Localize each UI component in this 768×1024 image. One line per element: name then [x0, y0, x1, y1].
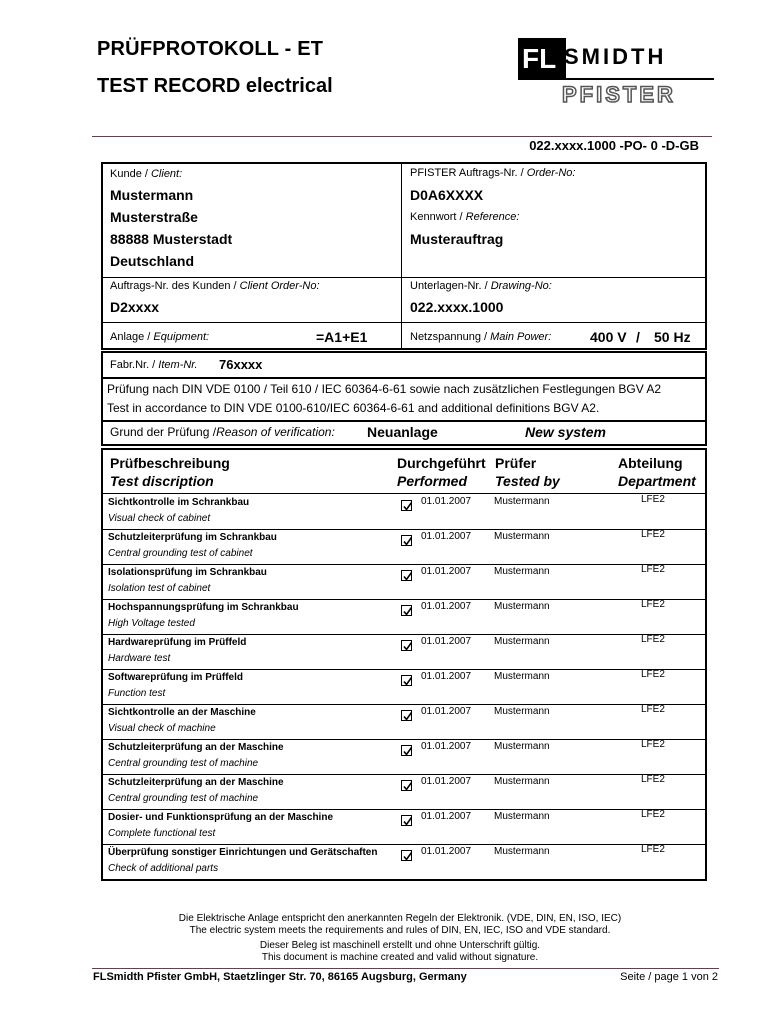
client-street: Musterstraße — [110, 209, 198, 225]
performed-checkbox[interactable] — [401, 745, 412, 756]
equipment-value: =A1+E1 — [316, 329, 368, 345]
department: LFE2 — [641, 599, 665, 610]
reason-value-en: New system — [525, 424, 606, 440]
header-tester-en: Tested by — [495, 473, 560, 489]
performed-checkbox[interactable] — [401, 535, 412, 546]
company-logo — [518, 36, 714, 108]
checkmark-icon — [402, 746, 413, 757]
test-name-en: Hardware test — [108, 653, 171, 664]
table-row — [103, 669, 706, 704]
tester-name: Mustermann — [494, 636, 550, 647]
checkmark-icon — [402, 851, 413, 862]
performed-checkbox[interactable] — [401, 500, 412, 511]
order-number: D0A6XXXX — [410, 187, 484, 203]
test-name-en: High Voltage tested — [108, 618, 195, 629]
test-name-de: Dosier- und Funktionsprüfung an der Maschine — [108, 812, 334, 823]
checkmark-icon — [402, 711, 413, 722]
department: LFE2 — [641, 774, 665, 785]
tester-name: Mustermann — [494, 706, 550, 717]
tester-name: Mustermann — [494, 601, 550, 612]
power-frequency: 50 Hz — [654, 329, 691, 345]
checkmark-icon — [402, 501, 413, 512]
checkmark-icon — [402, 676, 413, 687]
test-name-en: Check of additional parts — [108, 863, 219, 874]
logo-pfister-text: PFISTER — [562, 82, 676, 107]
department: LFE2 — [641, 529, 665, 540]
client-country: Deutschland — [110, 253, 195, 269]
drawing-number: 022.xxxx.1000 — [410, 299, 504, 315]
order-label: PFISTER Auftrags-Nr. / Order-No: — [410, 167, 576, 179]
performed-checkbox[interactable] — [401, 780, 412, 791]
test-name-de: Hochspannungsprüfung im Schrankbau — [108, 602, 299, 613]
checkmark-icon — [402, 571, 413, 582]
performed-date: 01.01.2007 — [421, 671, 472, 682]
performed-date: 01.01.2007 — [421, 811, 472, 822]
checkmark-icon — [402, 606, 413, 617]
drawing-label: Unterlagen-Nr. / Drawing-No: — [410, 280, 552, 292]
checkmark-icon — [402, 816, 413, 827]
tester-name: Mustermann — [494, 531, 550, 542]
footer-line-3: Dieser Beleg ist maschinell erstellt und ohne Unterschrift gültig. — [259, 940, 541, 951]
test-name-en: Central grounding test of machine — [108, 793, 259, 804]
standard-line-en: Test in accordance to DIN VDE 0100-610/IEC 60364-6-61 and additional definitions BGV A2. — [107, 401, 600, 415]
reference-value: Musterauftrag — [410, 231, 504, 247]
performed-checkbox[interactable] — [401, 710, 412, 721]
equipment-label: Anlage / Equipment: — [110, 331, 210, 343]
item-value: 76xxxx — [219, 357, 263, 372]
performed-checkbox[interactable] — [401, 605, 412, 616]
tester-name: Mustermann — [494, 741, 550, 752]
department: LFE2 — [641, 809, 665, 820]
checkmark-icon — [402, 536, 413, 547]
test-name-de: Schutzleiterprüfung an der Maschine — [108, 777, 284, 788]
department: LFE2 — [641, 844, 665, 855]
document-number: 022.xxxx.1000 -PO- 0 -D-GB — [529, 138, 699, 153]
footer-line-4: This document is machine created and valid without signature. — [261, 952, 539, 963]
header-performed-en: Performed — [397, 473, 468, 489]
test-name-en: Visual check of cabinet — [108, 513, 211, 524]
client-order-number: D2xxxx — [110, 299, 160, 315]
department: LFE2 — [641, 564, 665, 575]
header-dept-en: Department — [618, 473, 696, 489]
tester-name: Mustermann — [494, 811, 550, 822]
reason-label: Grund der Prüfung /Reason of verification: — [110, 425, 335, 439]
document-title-de: PRÜFPROTOKOLL - ET — [97, 38, 324, 60]
reason-value-de: Neuanlage — [367, 424, 438, 440]
performed-checkbox[interactable] — [401, 850, 412, 861]
department: LFE2 — [641, 669, 665, 680]
box-divider-2 — [102, 322, 706, 323]
department: LFE2 — [641, 739, 665, 750]
tester-name: Mustermann — [494, 846, 550, 857]
footer-page: Seite / page 1 von 2 — [620, 971, 718, 983]
performed-checkbox[interactable] — [401, 570, 412, 581]
table-row — [103, 739, 706, 774]
box-divider-1 — [102, 277, 706, 278]
table-row — [103, 599, 706, 634]
item-label: Fabr.Nr. / Item-Nr. — [110, 359, 198, 371]
footer-rule — [92, 968, 719, 969]
tester-name: Mustermann — [494, 671, 550, 682]
department: LFE2 — [641, 634, 665, 645]
standard-line-de: Prüfung nach DIN VDE 0100 / Teil 610 / IEC 60364-6-61 sowie nach zusätzlichen Festlegungen BGV A2 — [107, 382, 662, 396]
footer-line-2: The electric system meets the requirements and rules of DIN, EN, IEC, ISO and VDE standard. — [189, 925, 611, 936]
checkmark-icon — [402, 781, 413, 792]
header-performed-de: Durchgeführt — [397, 455, 486, 471]
performed-checkbox[interactable] — [401, 640, 412, 651]
client-name: Mustermann — [110, 187, 194, 203]
performed-date: 01.01.2007 — [421, 531, 472, 542]
test-name-de: Isolationsprüfung im Schrankbau — [108, 567, 267, 578]
client-city: 88888 Musterstadt — [110, 231, 233, 247]
header-dept-de: Abteilung — [618, 455, 683, 471]
power-voltage: 400 V — [590, 329, 627, 345]
department: LFE2 — [641, 704, 665, 715]
logo-fl-block: FL — [518, 38, 566, 80]
test-name-de: Schutzleiterprüfung an der Maschine — [108, 742, 284, 753]
performed-date: 01.01.2007 — [421, 741, 472, 752]
test-name-de: Überprüfung sonstiger Einrichtungen und Gerätschaften — [108, 847, 378, 858]
test-name-en: Function test — [108, 688, 166, 699]
performed-date: 01.01.2007 — [421, 706, 472, 717]
test-name-en: Central grounding test of cabinet — [108, 548, 253, 559]
test-name-en: Complete functional test — [108, 828, 216, 839]
test-name-de: Sichtkontrolle an der Maschine — [108, 707, 256, 718]
performed-date: 01.01.2007 — [421, 496, 472, 507]
header-rule — [92, 136, 712, 137]
test-name-de: Schutzleiterprüfung im Schrankbau — [108, 532, 277, 543]
table-row — [103, 634, 706, 669]
test-name-en: Central grounding test of machine — [108, 758, 259, 769]
performed-date: 01.01.2007 — [421, 601, 472, 612]
performed-date: 01.01.2007 — [421, 636, 472, 647]
logo-divider — [564, 78, 714, 80]
test-name-de: Hardwareprüfung im Prüffeld — [108, 637, 247, 648]
checkmark-icon — [402, 641, 413, 652]
footer-line-1: Die Elektrische Anlage entspricht den anerkannten Regeln der Elektronik. (VDE, DIN, EN, ISO, IEC) — [178, 913, 622, 924]
tester-name: Mustermann — [494, 776, 550, 787]
table-row — [103, 529, 706, 564]
test-name-de: Sichtkontrolle im Schrankbau — [108, 497, 250, 508]
table-row — [103, 564, 706, 599]
performed-date: 01.01.2007 — [421, 846, 472, 857]
power-separator: / — [636, 329, 640, 345]
performed-date: 01.01.2007 — [421, 566, 472, 577]
performed-checkbox[interactable] — [401, 815, 412, 826]
performed-date: 01.01.2007 — [421, 776, 472, 787]
footer-company: FLSmidth Pfister GmbH, Staetzlinger Str. 70, 86165 Augsburg, Germany — [93, 971, 467, 983]
logo-smidth-text: SMIDTH — [564, 44, 667, 69]
document-title-en: TEST RECORD electrical — [97, 75, 333, 97]
reference-label: Kennwort / Reference: — [410, 211, 520, 223]
table-row — [103, 809, 706, 844]
header-tester-de: Prüfer — [495, 455, 537, 471]
performed-checkbox[interactable] — [401, 675, 412, 686]
tester-name: Mustermann — [494, 496, 550, 507]
header-desc-en: Test discription — [110, 473, 214, 489]
table-row — [103, 844, 706, 879]
table-row — [103, 704, 706, 739]
table-row — [103, 774, 706, 809]
test-name-en: Visual check of machine — [108, 723, 216, 734]
client-label: Kunde / Client: — [110, 168, 183, 180]
tester-name: Mustermann — [494, 566, 550, 577]
power-label: Netzspannung / Main Power: — [410, 331, 552, 343]
test-name-de: Softwareprüfung im Prüffeld — [108, 672, 243, 683]
client-order-label: Auftrags-Nr. des Kunden / Client Order-No: — [110, 280, 320, 292]
table-row — [103, 494, 706, 529]
test-name-en: Isolation test of cabinet — [108, 583, 211, 594]
header-desc-de: Prüfbeschreibung — [110, 455, 230, 471]
department: LFE2 — [641, 494, 665, 505]
